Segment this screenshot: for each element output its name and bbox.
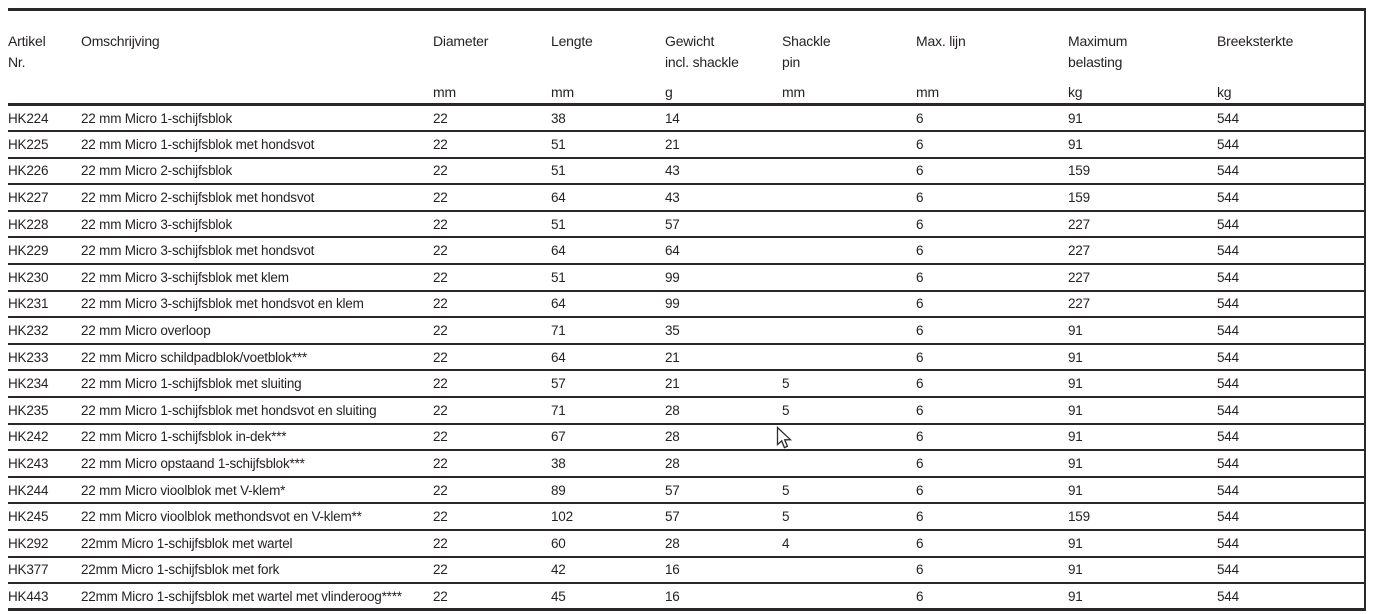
cell-lengte: 64	[551, 237, 665, 264]
table-row	[8, 131, 1365, 158]
cell-artikel: HK227	[8, 184, 81, 211]
cell-artikel: HK229	[8, 237, 81, 264]
cell-gewicht: 21	[665, 131, 782, 158]
cell-diameter: 22	[433, 158, 551, 185]
cell-max-belasting: 91	[1068, 370, 1217, 397]
cell-shackle-pin	[782, 450, 916, 477]
col-header-max-lijn	[916, 10, 1068, 105]
cell-diameter: 22	[433, 264, 551, 291]
col-header-diameter	[433, 10, 551, 105]
spec-table	[8, 8, 1366, 611]
cell-artikel: HK443	[8, 583, 81, 610]
cell-max-belasting: 91	[1068, 557, 1217, 584]
cell-omschrijving: 22mm Micro 1-schijfsblok met fork	[81, 557, 433, 584]
cell-gewicht: 43	[665, 158, 782, 185]
col-header-label: Omschrijving	[81, 33, 160, 49]
col-header-shackle-pin	[782, 10, 916, 105]
cell-omschrijving: 22 mm Micro 3-schijfsblok met klem	[81, 264, 433, 291]
cell-diameter: 22	[433, 477, 551, 504]
cell-omschrijving: 22 mm Micro 3-schijfsblok met hondsvot	[81, 237, 433, 264]
cell-gewicht: 14	[665, 110, 680, 126]
table-row	[8, 370, 1365, 397]
cell-max-belasting: 91	[1068, 424, 1217, 451]
cell-max-belasting: 91	[1068, 344, 1217, 371]
col-header-artikel	[8, 10, 81, 105]
cell-diameter: 22	[433, 557, 551, 584]
cell-max-belasting: 159	[1068, 158, 1217, 185]
table-row	[8, 530, 1365, 557]
cell-lengte: 51	[551, 211, 665, 238]
cell-omschrijving: 22 mm Micro 1-schijfsblok	[81, 110, 233, 126]
cell-diameter: 22	[433, 291, 551, 318]
cell-lengte: 51	[551, 158, 665, 185]
cell-max-lijn: 6	[916, 317, 1068, 344]
cell-artikel: HK234	[8, 370, 81, 397]
cell-diameter: 22	[433, 530, 551, 557]
table-row	[8, 477, 1365, 504]
cell-lengte: 89	[551, 477, 665, 504]
table-row	[8, 557, 1365, 584]
cell-lengte: 102	[551, 503, 665, 530]
cell-artikel: HK228	[8, 211, 81, 238]
cell-max-lijn: 6	[916, 131, 1068, 158]
cell-shackle-pin	[782, 158, 916, 185]
cell-artikel: HK244	[8, 477, 81, 504]
cell-diameter: 22	[433, 424, 551, 451]
cell-omschrijving: 22 mm Micro 3-schijfsblok met hondsvot en klem	[81, 291, 433, 318]
cell-max-lijn: 6	[916, 583, 1068, 610]
table-row	[8, 344, 1365, 371]
cell-breeksterkte: 544	[1217, 477, 1365, 504]
cell-artikel: HK224	[8, 110, 49, 126]
table-row	[8, 503, 1365, 530]
cell-breeksterkte: 544	[1217, 317, 1365, 344]
col-header-label: Diameter	[433, 33, 489, 49]
cell-max-belasting: 91	[1068, 530, 1217, 557]
cell-shackle-pin: 5	[782, 503, 916, 530]
cell-diameter: 22	[433, 397, 551, 424]
cell-breeksterkte: 544	[1217, 264, 1365, 291]
col-header-unit: mm	[916, 84, 939, 100]
cell-artikel: HK243	[8, 450, 81, 477]
cell-shackle-pin	[782, 557, 916, 584]
cell-breeksterkte: 544	[1217, 184, 1365, 211]
cell-breeksterkte: 544	[1217, 557, 1365, 584]
cell-omschrijving: 22 mm Micro 1-schijfsblok met hondsvot en sluiting	[81, 397, 433, 424]
cell-diameter: 22	[433, 237, 551, 264]
cell-gewicht: 28	[665, 450, 782, 477]
table-row	[8, 291, 1365, 318]
col-header-gewicht	[665, 10, 782, 105]
cell-gewicht: 64	[665, 237, 782, 264]
cell-gewicht: 57	[665, 211, 782, 238]
cell-lengte: 64	[551, 344, 665, 371]
cell-omschrijving: 22 mm Micro 1-schijfsblok met sluiting	[81, 370, 433, 397]
cell-breeksterkte: 544	[1217, 370, 1365, 397]
cell-max-lijn: 6	[916, 211, 1068, 238]
cell-omschrijving: 22 mm Micro 2-schijfsblok	[81, 158, 433, 185]
cell-shackle-pin: 4	[782, 530, 916, 557]
col-header-unit: g	[665, 84, 673, 100]
cell-breeksterkte: 544	[1217, 397, 1365, 424]
cell-lengte: 71	[551, 397, 665, 424]
cell-omschrijving: 22mm Micro 1-schijfsblok met wartel met vlinderoog****	[81, 583, 433, 610]
cell-lengte: 64	[551, 291, 665, 318]
table-row	[8, 211, 1365, 238]
cell-max-lijn: 6	[916, 450, 1068, 477]
cell-artikel: HK233	[8, 344, 81, 371]
table-header	[8, 10, 1365, 105]
cell-breeksterkte: 544	[1217, 110, 1239, 126]
cell-max-belasting: 91	[1068, 477, 1217, 504]
cell-max-belasting: 91	[1068, 583, 1217, 610]
cell-artikel: HK292	[8, 530, 81, 557]
table-row	[8, 450, 1365, 477]
cell-gewicht: 57	[665, 503, 782, 530]
cell-shackle-pin	[782, 211, 916, 238]
table-row	[8, 184, 1365, 211]
cell-artikel: HK232	[8, 317, 81, 344]
cell-diameter: 22	[433, 370, 551, 397]
col-header-label-2	[916, 52, 1068, 73]
cell-artikel: HK231	[8, 291, 81, 318]
col-header-unit: kg	[1068, 84, 1083, 100]
cell-lengte: 67	[551, 424, 665, 451]
cell-shackle-pin	[782, 237, 916, 264]
col-header-unit: mm	[551, 84, 574, 100]
col-header-label-2: belasting	[1068, 54, 1123, 70]
cell-max-lijn: 6	[916, 503, 1068, 530]
cell-max-lijn: 6	[916, 530, 1068, 557]
cell-shackle-pin	[782, 344, 916, 371]
cell-lengte: 60	[551, 530, 665, 557]
cell-shackle-pin	[782, 184, 916, 211]
col-header-label-2	[81, 52, 433, 73]
cell-lengte: 45	[551, 583, 665, 610]
cell-gewicht: 99	[665, 291, 782, 318]
cell-shackle-pin	[782, 291, 916, 318]
cell-gewicht: 16	[665, 583, 782, 610]
cell-lengte: 38	[551, 450, 665, 477]
cell-lengte: 38	[551, 110, 566, 126]
cell-max-lijn: 6	[916, 158, 1068, 185]
col-header-label-2	[1217, 52, 1364, 73]
cell-breeksterkte: 544	[1217, 158, 1365, 185]
col-header-label: Shackle	[782, 33, 831, 49]
col-header-unit: mm	[433, 84, 456, 100]
col-header-label: Max. lijn	[916, 33, 966, 49]
cell-artikel: HK377	[8, 557, 81, 584]
cell-max-lijn: 6	[916, 291, 1068, 318]
cell-max-belasting: 91	[1068, 450, 1217, 477]
cell-max-lijn: 6	[916, 477, 1068, 504]
cell-lengte: 57	[551, 370, 665, 397]
cell-max-belasting: 91	[1068, 110, 1083, 126]
cell-max-lijn: 6	[916, 184, 1068, 211]
cell-omschrijving: 22 mm Micro vioolblok met V-klem*	[81, 477, 433, 504]
cell-shackle-pin	[782, 317, 916, 344]
cell-omschrijving: 22 mm Micro schildpadblok/voetblok***	[81, 344, 433, 371]
cell-breeksterkte: 544	[1217, 583, 1365, 610]
cell-shackle-pin	[782, 131, 916, 158]
table-body	[8, 105, 1365, 610]
cell-breeksterkte: 544	[1217, 344, 1365, 371]
cell-max-belasting: 227	[1068, 211, 1217, 238]
cell-max-lijn: 6	[916, 237, 1068, 264]
cell-artikel: HK226	[8, 158, 81, 185]
cell-max-lijn: 6	[916, 424, 1068, 451]
cell-breeksterkte: 544	[1217, 211, 1365, 238]
cell-shackle-pin: 5	[782, 370, 916, 397]
col-header-label-2	[433, 52, 551, 73]
cell-lengte: 51	[551, 131, 665, 158]
cell-gewicht: 99	[665, 264, 782, 291]
cell-artikel: HK225	[8, 131, 81, 158]
cell-max-belasting: 91	[1068, 317, 1217, 344]
cell-omschrijving: 22 mm Micro 3-schijfsblok	[81, 211, 433, 238]
col-header-label: Breeksterkte	[1217, 33, 1294, 49]
cell-gewicht: 28	[665, 424, 782, 451]
col-header-unit	[81, 73, 433, 103]
col-header-unit: kg	[1217, 84, 1232, 100]
cell-breeksterkte: 544	[1217, 291, 1365, 318]
table-row	[8, 237, 1365, 264]
cell-diameter: 22	[433, 344, 551, 371]
cell-breeksterkte: 544	[1217, 237, 1365, 264]
cell-diameter: 22	[433, 583, 551, 610]
cell-max-belasting: 227	[1068, 237, 1217, 264]
col-header-label: Maximum	[1068, 33, 1128, 49]
cell-gewicht: 43	[665, 184, 782, 211]
cell-breeksterkte: 544	[1217, 530, 1365, 557]
cell-max-belasting: 159	[1068, 184, 1217, 211]
cell-gewicht: 21	[665, 370, 782, 397]
cell-diameter: 22	[433, 131, 551, 158]
col-header-lengte	[551, 10, 665, 105]
cell-diameter: 22	[433, 184, 551, 211]
cell-diameter: 22	[433, 450, 551, 477]
table-row	[8, 397, 1365, 424]
cell-shackle-pin	[782, 424, 916, 451]
cell-lengte: 71	[551, 317, 665, 344]
cell-shackle-pin: 5	[782, 397, 916, 424]
col-header-label-2: Nr.	[8, 54, 26, 70]
cell-omschrijving: 22 mm Micro 2-schijfsblok met hondsvot	[81, 184, 433, 211]
cell-gewicht: 28	[665, 397, 782, 424]
col-header-max-belasting	[1068, 10, 1217, 105]
col-header-label: Gewicht	[665, 33, 715, 49]
cell-max-lijn: 6	[916, 110, 924, 126]
table-row	[8, 158, 1365, 185]
cell-gewicht: 28	[665, 530, 782, 557]
cell-omschrijving: 22mm Micro 1-schijfsblok met wartel	[81, 530, 433, 557]
col-header-breeksterkte	[1217, 10, 1365, 105]
cell-omschrijving: 22 mm Micro overloop	[81, 317, 433, 344]
cell-max-lijn: 6	[916, 370, 1068, 397]
col-header-unit: mm	[782, 84, 805, 100]
cell-gewicht: 35	[665, 317, 782, 344]
table-row	[8, 583, 1365, 610]
cell-breeksterkte: 544	[1217, 424, 1365, 451]
cell-breeksterkte: 544	[1217, 131, 1365, 158]
cell-shackle-pin	[782, 264, 916, 291]
table-row	[8, 105, 1365, 132]
cell-max-lijn: 6	[916, 264, 1068, 291]
cell-gewicht: 16	[665, 557, 782, 584]
cell-omschrijving: 22 mm Micro 1-schijfsblok met hondsvot	[81, 131, 433, 158]
cell-diameter: 22	[433, 110, 448, 126]
table-row	[8, 264, 1365, 291]
cell-omschrijving: 22 mm Micro 1-schijfsblok in-dek***	[81, 424, 433, 451]
col-header-unit	[8, 73, 81, 103]
cell-lengte: 64	[551, 184, 665, 211]
col-header-label-2: incl. shackle	[665, 54, 739, 70]
cell-artikel: HK230	[8, 264, 81, 291]
cell-max-belasting: 159	[1068, 503, 1217, 530]
cell-gewicht: 21	[665, 344, 782, 371]
cell-artikel: HK245	[8, 503, 81, 530]
cell-lengte: 42	[551, 557, 665, 584]
cell-breeksterkte: 544	[1217, 450, 1365, 477]
cell-max-belasting: 91	[1068, 397, 1217, 424]
cell-max-belasting: 227	[1068, 264, 1217, 291]
col-header-label-2	[551, 52, 665, 73]
cell-diameter: 22	[433, 317, 551, 344]
cell-shackle-pin: 5	[782, 477, 916, 504]
cell-artikel: HK242	[8, 424, 81, 451]
table-row	[8, 317, 1365, 344]
table-row	[8, 424, 1365, 451]
cell-shackle-pin	[782, 105, 916, 132]
col-header-label: Artikel	[8, 33, 46, 49]
col-header-omschrijving	[81, 10, 433, 105]
cell-omschrijving: 22 mm Micro opstaand 1-schijfsblok***	[81, 450, 433, 477]
cell-artikel: HK235	[8, 397, 81, 424]
cell-shackle-pin	[782, 583, 916, 610]
col-header-label-2: pin	[782, 54, 801, 70]
cell-max-lijn: 6	[916, 557, 1068, 584]
cell-diameter: 22	[433, 503, 551, 530]
cell-max-lijn: 6	[916, 344, 1068, 371]
cell-max-belasting: 227	[1068, 291, 1217, 318]
cell-omschrijving: 22 mm Micro vioolblok methondsvot en V-klem**	[81, 503, 433, 530]
cell-breeksterkte: 544	[1217, 503, 1365, 530]
cell-max-lijn: 6	[916, 397, 1068, 424]
col-header-label: Lengte	[551, 33, 593, 49]
cell-diameter: 22	[433, 211, 551, 238]
cell-gewicht: 57	[665, 477, 782, 504]
cell-max-belasting: 91	[1068, 131, 1217, 158]
cell-lengte: 51	[551, 264, 665, 291]
